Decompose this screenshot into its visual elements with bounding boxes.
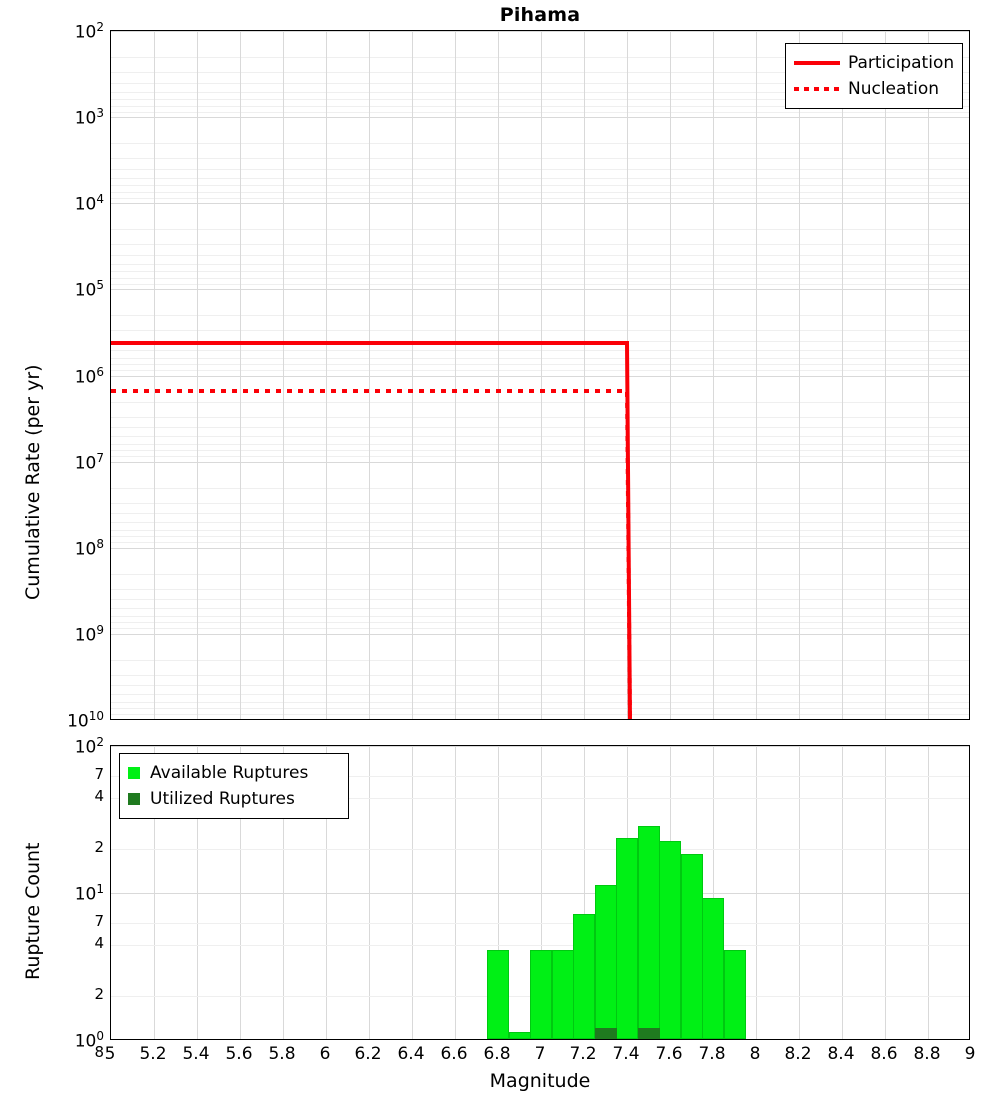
bar-available [724,950,746,1039]
legend-item-participation [794,50,954,76]
y-tick-label-minor: 7 [94,912,104,930]
x-axis-label: Magnitude [489,1070,591,1092]
y-axis-label-top: Cumulative Rate (per yr) [22,364,44,600]
participation-line-key [794,55,840,71]
x-tick-label: 6 [319,1044,331,1064]
bar-available [616,838,638,1039]
x-tick-label: 5.8 [268,1044,296,1064]
y-tick-label: $10^2$ [74,735,104,758]
bar-available [552,950,574,1039]
bar-available [530,950,552,1039]
x-tick-label: 5.6 [225,1044,253,1064]
y-tick-label-minor: 4 [94,787,104,805]
y-tick-label-minor: 2 [94,985,104,1003]
x-tick-label: 7.4 [612,1044,640,1064]
legend-label-nucleation: Nucleation [848,79,940,99]
x-tick-label: 8 [749,1044,761,1064]
x-tick-label: 9 [964,1044,976,1064]
bar-utilized [638,1028,660,1039]
legend-label-participation: Participation [848,53,955,73]
x-tick-label: 6.2 [354,1044,382,1064]
legend-cumulative-rate [785,43,963,109]
x-tick-label: 7.2 [569,1044,597,1064]
x-tick-label: 7.6 [655,1044,683,1064]
utilized-ruptures-swatch [128,791,142,807]
y-tick-label-minor: 4 [94,934,104,952]
nucleation-curve [111,31,970,720]
legend-item-utilized [128,786,340,812]
x-tick-label: 8.4 [827,1044,855,1064]
y-tick-label: $10^6$ [74,365,104,388]
bar-available [573,914,595,1039]
x-tick-label: 5.2 [139,1044,167,1064]
rupture-count-plot [110,745,970,1040]
x-tick-label: 5.4 [182,1044,210,1064]
y-tick-label-minor: 8 [94,1043,104,1061]
y-axis-label-bottom: Rupture Count [22,842,44,980]
bar-available [638,826,660,1039]
y-tick-label: $10^0$ [74,1029,104,1052]
x-tick-label: 8.8 [913,1044,941,1064]
y-tick-label: $10^4$ [74,192,104,215]
y-tick-label: $10^9$ [74,623,104,646]
x-tick-label: 6.6 [440,1044,468,1064]
legend-item-nucleation [794,76,954,102]
y-tick-label: $10^7$ [74,451,104,474]
y-tick-label: $10^3$ [74,106,104,129]
legend-item-available [128,760,340,786]
legend-label-utilized: Utilized Ruptures [150,789,295,809]
legend-label-available: Available Ruptures [150,763,309,783]
bar-available [681,854,703,1039]
x-tick-label: 7 [534,1044,546,1064]
y-tick-label: $10^{10}$ [67,709,104,732]
x-tick-label: 8.6 [870,1044,898,1064]
bar-available [487,950,509,1039]
bar-available [702,898,724,1039]
y-tick-label: $10^8$ [74,537,104,560]
cumulative-rate-plot [110,30,970,720]
x-tick-label: 6.4 [397,1044,425,1064]
x-tick-label: 5 [104,1044,116,1064]
bar-available [509,1032,531,1039]
x-tick-label: 6.8 [483,1044,511,1064]
y-tick-label: $10^1$ [74,882,104,905]
y-tick-label-minor: 7 [94,765,104,783]
x-tick-label: 7.8 [698,1044,726,1064]
y-tick-label: $10^5$ [74,278,104,301]
nucleation-line-key [794,81,840,97]
available-ruptures-swatch [128,765,142,781]
y-tick-label: $10^2$ [74,20,104,43]
legend-rupture-count [119,753,349,819]
x-tick-label: 8.2 [784,1044,812,1064]
y-tick-label-minor: 2 [94,838,104,856]
bar-available [595,885,617,1039]
bar-utilized [595,1028,617,1039]
bar-available [659,841,681,1039]
page-title: Pihama [499,4,581,26]
